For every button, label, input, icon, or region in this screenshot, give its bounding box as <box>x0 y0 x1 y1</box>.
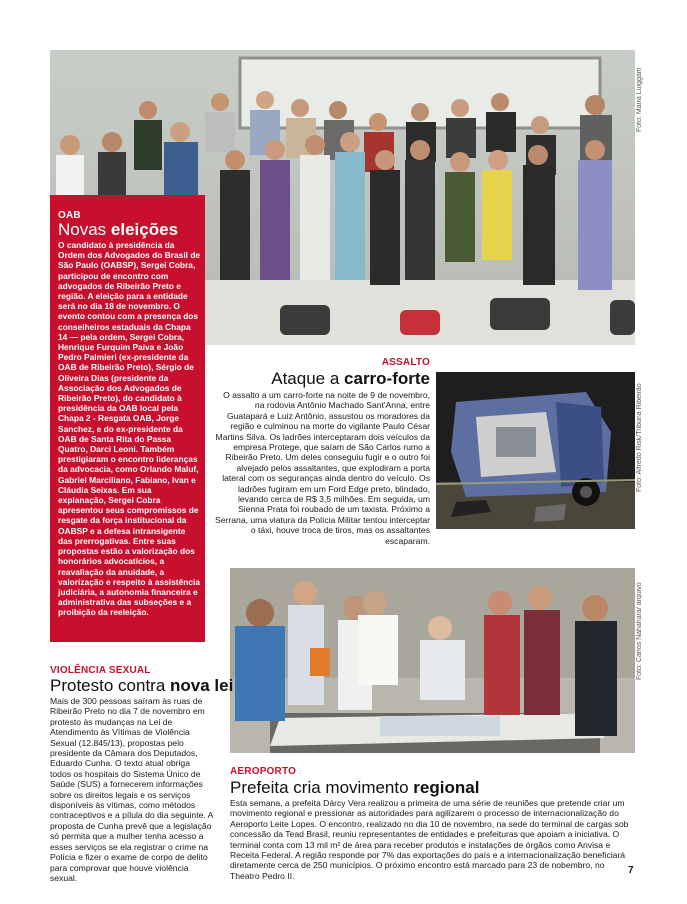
assalto-body-text: O assalto a um carro-forte na noite de 9 de novembro, na rodovia Antônio Machado Sant'Anna, entre Guatapará e Luiz Antônio, assustou os moradores da região e culminou na morte do vigilante Paulo César Martins Silva. Os ladrões interceptaram dois veículos da empresa Protege, que saíam de São Carlos rumo a Ribeirão Preto. Um deles conseguiu fugir e o outro foi alvejado pelos assaltantes, que explodiram a porta lateral com os seguranças ainda dentro do veículo. Os ladrões fugiram em um Ford Edge preto, blindado, levando cerca de R$ 3,5 milhões. Em seguida, um Sienna Prata foi roubado de um taxista. Próximo a Serrana, uma viatura da Polícia Militar tentou interceptar o táxi, houve troca de tiros, mas os assaltantes escaparam. <box>215 390 430 546</box>
oab-headline-bold: eleições <box>110 220 179 239</box>
oab-news-box <box>50 195 205 642</box>
aeroporto-headline-light: Prefeita cria movimento <box>230 778 414 797</box>
oab-headline-light: Novas <box>58 220 111 239</box>
violencia-kicker: VIOLÊNCIA SEXUAL <box>50 665 151 676</box>
aeroporto-headline <box>230 779 479 797</box>
photo-credit-accident: Foto: Alfredo Risk/Tribuna Ribeirão <box>636 383 643 492</box>
violencia-headline <box>50 677 233 695</box>
aeroporto-headline-bold: regional <box>413 778 480 797</box>
meeting-illustration <box>230 568 635 753</box>
assalto-headline <box>230 370 430 388</box>
page-number: 7 <box>628 865 634 876</box>
assalto-headline-light: Ataque a <box>271 369 345 388</box>
assalto-headline-bold: carro-forte <box>344 369 430 388</box>
oab-kicker: OAB <box>58 210 81 221</box>
photo-credit-meeting: Foto: Carlos Nahahara/ arquivo <box>636 582 643 680</box>
airport-meeting-photo <box>230 568 635 753</box>
oab-headline <box>58 221 178 239</box>
violencia-body-text: Mais de 300 pessoas saíram às ruas de Ribeirão Preto no dia 7 de novembro em protesto às mudanças na Lei de Atendimento às Vítimas de Violência Sexual (12.845/13), propostas pelo presidente da Câmara dos Deputados, Eduardo Cunha. O texto atual obriga todos os hospitais do Sistema Único de Saúde (SUS) a fornecerem informações sobre os direitos legais e os serviços disponíveis às vítimas, como métodos contraceptivos e a pílula do dia seguinte. A proposta de Cunha prevê que a legislação só permita que a mulher tenha acesso a esses serviços se ela registrar o crime na Polícia e fizer o exame de corpo de delito para comprovar que houve violência sexual. <box>50 696 213 883</box>
violencia-headline-light: Protesto contra <box>50 676 171 695</box>
aeroporto-kicker: AEROPORTO <box>230 766 297 777</box>
armored-car-photo <box>436 372 635 529</box>
oab-body-text: O candidato à presidência da Ordem dos Advogados do Brasil de São Paulo (OABSP), Sergei Cobra, participou de encontro com advogados de Ribeirão Preto e região. A eleição para a entidade será no dia 18 de novembro. O evento contou com a presença dos conselheiros estaduais da Chapa 14 — pela ordem, Sergei Cobra, Henrique Furquim Paiva e João Pedro Palmieri (ex-presidente da OAB de Ribeirão Preto), Sérgio de Oliveira Dias (presidente da Associação dos Advogados de Ribeirão Preto), do candidato à presidência da OAB local pela Chapa 2 - Resgata OAB, Jorge Sanchez, e do ex-presidente da OAB de Santa Rita do Passa Quatro, Darci Leoni. Também prestigiaram o encontro lideranças da advocacia, como Orlando Maluf, Gabriel Marciliano, Fabiano, Ivan e Cláudia Seixas. Em sua explanação, Sergei Cobra apresentou seus compromissos de resgate da força institucional da OABSP e a defesa intransigente das prerrogativas. Entre suas propostas estão a valorização dos honorários advocatícios, a reavaliação da anuidade, a valorização e respeito à assistência judiciária, a autonomia financeira e administrativa das subseções e a proibição da reeleição. <box>58 240 201 618</box>
aeroporto-body-text: Esta semana, a prefeita Dárcy Vera realizou a primeira de uma série de reuniões que pretende criar um movimento regional e pressionar as autoridades para agilizarem o processo de internacionalização do Aeroporto Leite Lopes. O encontro, realizado no dia 10 de novembro, na sede do terminal de cargas sob concessão da Tead Brasil, reuniu representantes de entidades e prefeituras que apoiam a iniciativa. O terminal conta com 13 mil m² de área para receber produtos e instalações de órgãos como Anvisa e Receita Federal. A região responde por 7% das exportações do país e a internacionalização beneficiará diretamente cerca de 250 municípios. O próximo encontro está marcado para 23 de nobembro, no Theatro Pedro II. <box>230 798 629 881</box>
photo-credit-top: Foto: Maíra Luiggam <box>636 67 643 132</box>
violencia-headline-bold: nova lei <box>170 676 234 695</box>
assalto-kicker: ASSALTO <box>381 357 430 368</box>
armored-car-illustration <box>436 372 635 529</box>
